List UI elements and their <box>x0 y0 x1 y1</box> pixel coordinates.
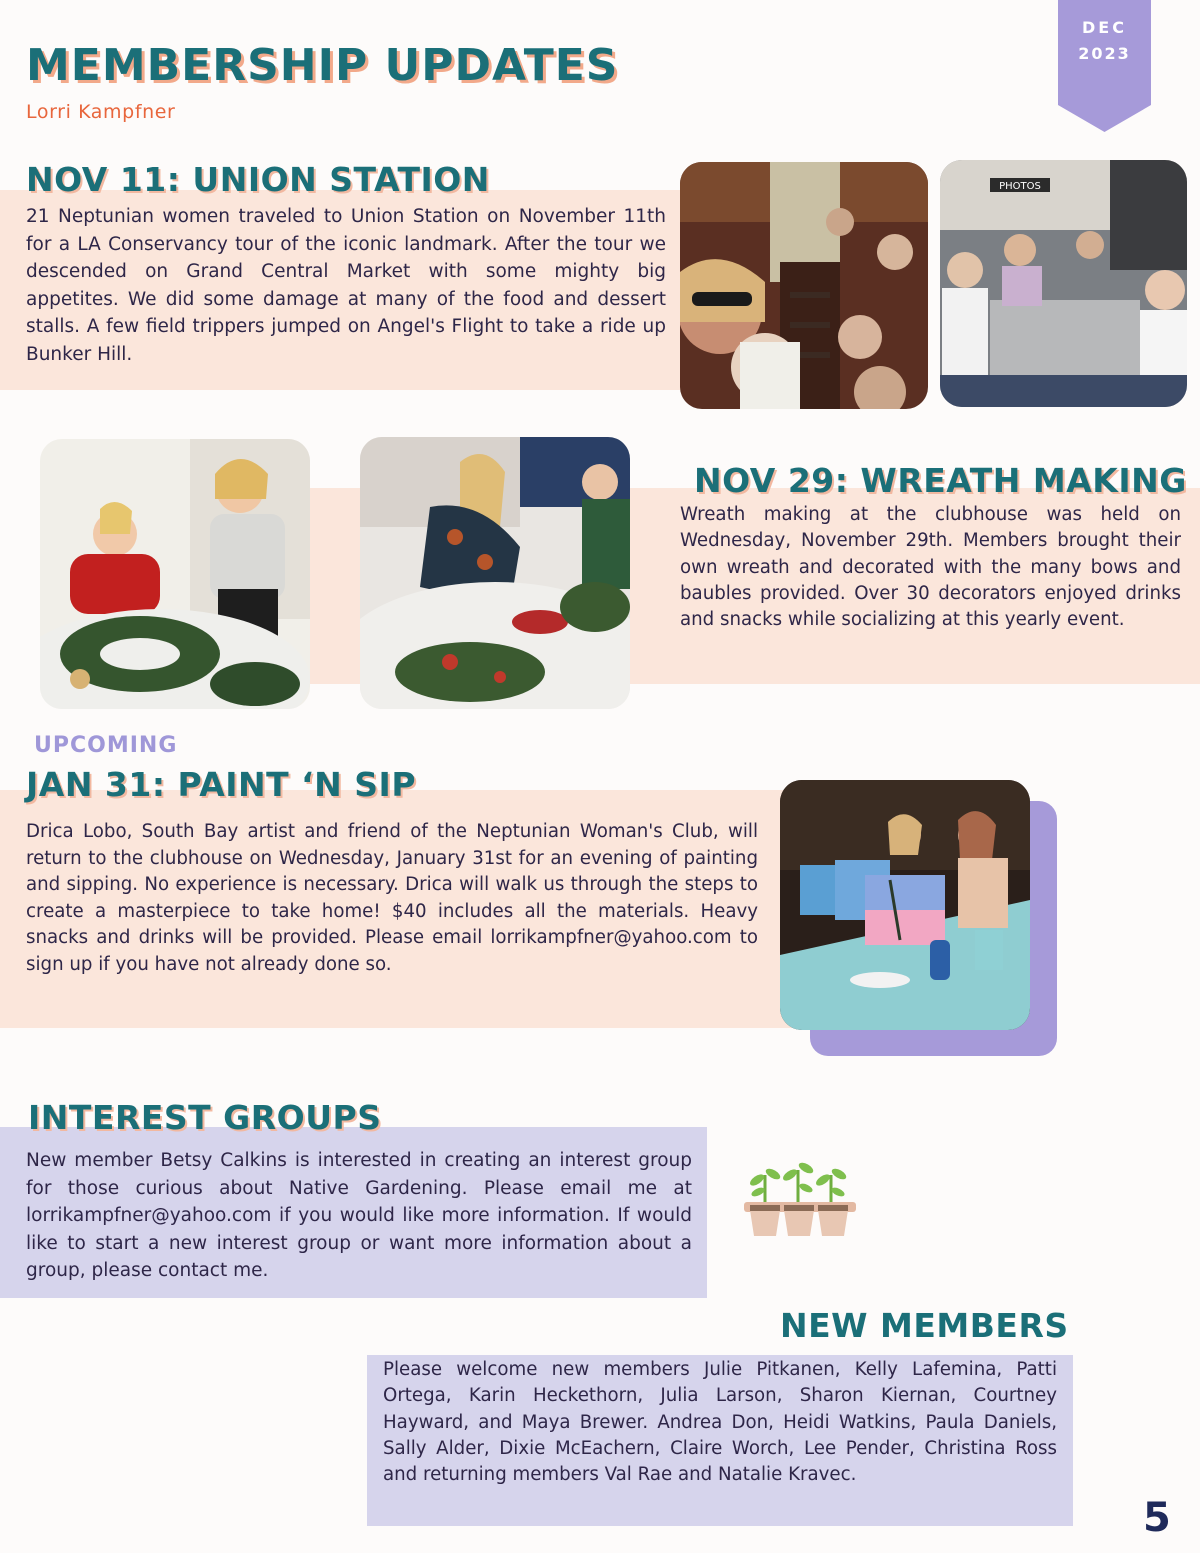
group-selfie-trolley-photo <box>680 162 928 409</box>
market-lunch-photo <box>940 160 1187 407</box>
section-title-union-station: NOV 11: UNION STATION <box>26 160 490 199</box>
ribbon-month: DEC <box>1082 18 1127 37</box>
section-title-new-members: NEW MEMBERS <box>780 1306 1069 1345</box>
section-text-paint-sip: Drica Lobo, South Bay artist and friend of the Neptunian Woman's Club, will return to the clubhouse on Wednesday, January 31st for an evening of painting and sipping. No experience is necessary. Drica will walk us through the steps to create a masterpiece to take home! $40 includes all the materials. Heavy snacks and drinks will be provided. Please email lorrikampfner@yahoo.com to sign up if you have not already done so. <box>26 821 758 975</box>
upcoming-label: UPCOMING <box>34 733 178 758</box>
section-text-interest-groups: New member Betsy Calkins is interested in creating an interest group for those curious about Native Gardening. Please email me at lorrikampfner@yahoo.com if you would like more information. If would like to start a new interest group or want more information about a group, please contact me. <box>26 1150 692 1281</box>
section-text-wreath-making: Wreath making at the clubhouse was held on Wednesday, November 29th. Members brought their own wreath and decorated with the many bows and baubles provided. Over 30 decorators enjoyed drinks and snacks while socializing at this yearly event. <box>680 504 1181 631</box>
page-number: 5 <box>1143 1495 1171 1541</box>
section-title-paint-sip: JAN 31: PAINT ‘N SIP <box>26 765 416 804</box>
section-text-union-station: 21 Neptunian women traveled to Union Station on November 11th for a LA Conservancy tour of the iconic landmark. After the tour we descended on Grand Central Market with some mighty big appetites. We did some damage at many of the food and dessert stalls. A few field trippers jumped on Angel's Flight to take a ride up Bunker Hill. <box>26 206 666 365</box>
market-sign-text: PHOTOS <box>999 181 1041 192</box>
seedling-tray-icon <box>740 1150 860 1242</box>
wreath-decorating-photo <box>360 437 630 709</box>
page-title: MEMBERSHIP UPDATES <box>26 40 619 91</box>
ribbon-year: 2023 <box>1078 44 1131 63</box>
wreath-table-photo <box>40 439 310 709</box>
paint-sip-photo <box>780 780 1030 1030</box>
section-title-interest-groups: INTEREST GROUPS <box>28 1098 382 1137</box>
author-name: Lorri Kampfner <box>26 101 176 123</box>
section-title-wreath-making: NOV 29: WREATH MAKING <box>694 461 1187 500</box>
section-text-new-members: Please welcome new members Julie Pitkanen, Kelly Lafemina, Patti Ortega, Karin Heckethorn, Julia Larson, Sharon Kiernan, Courtney Hayward, and Maya Brewer. Andrea Don, Heidi Watkins, Paula Daniels, Sally Alder, Dixie McEachern, Claire Worch, Lee Pender, Christina Ross and returning members Val Rae and Natalie Kravec. <box>383 1359 1057 1486</box>
